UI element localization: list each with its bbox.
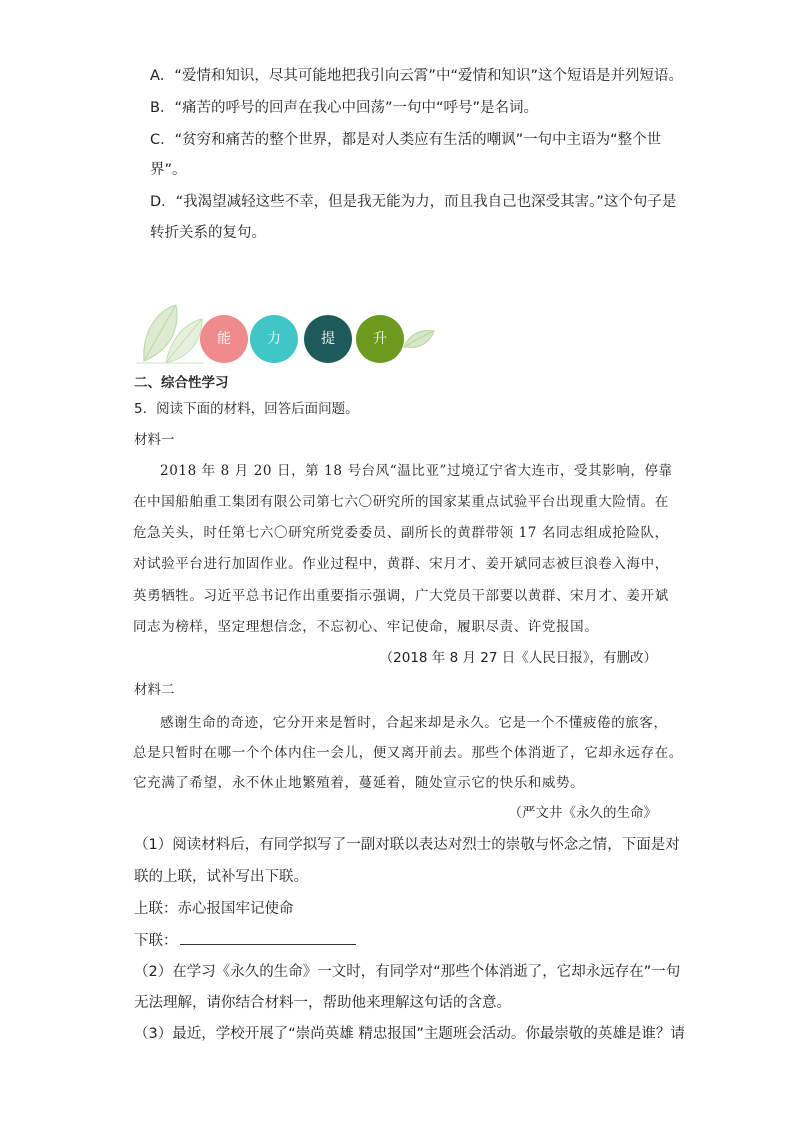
material1-line-1: 2018 年 8 月 20 日，第 18 号台风“温比亚”过境辽宁省大连市，受其影响，停靠 [160,463,673,479]
small-leaf-icon [402,327,436,351]
option-b: B．“痛苦的呼号的回声在我心中回荡”一句中“呼号”是名词。 [150,100,538,116]
banner-char-4-label: 升 [373,331,387,347]
leaf-decoration-icon [136,303,206,365]
section-heading: 二、综合性学习 [134,375,229,391]
banner-char-2 [250,315,298,363]
banner-char-4 [356,315,404,363]
couplet-upper: 上联：赤心报国牢记使命 [134,901,294,917]
material1-label: 材料一 [134,432,175,448]
option-d-line1: D．“我渴望减轻这些不幸，但是我无能为力，而且我自己也深受其害。”这个句子是 [150,194,677,210]
q2-line-2: 无法理解，请你结合材料一，帮助他来理解这句话的含意。 [134,995,511,1011]
ability-banner [132,303,442,365]
option-a: A．“爱情和知识，尽其可能地把我引向云霄”中“爱情和知识”这个短语是并列短语。 [150,68,683,84]
q1-line-1: （1）阅读材料后，有同学拟写了一副对联以表达对烈士的崇敬与怀念之情，下面是对 [134,837,680,853]
material1-line-6: 同志为榜样，坚定理想信念，不忘初心、牢记使命，履职尽责、许党报国。 [133,619,599,635]
banner-char-1-label: 能 [217,331,231,347]
banner-char-3-label: 提 [321,331,335,347]
material2-line-2: 总是只暂时在哪一个个体内住一会儿，便又离开前去。那些个体消逝了，它却永远存在。 [133,745,683,761]
couplet-lower-label: 下联： [134,933,178,949]
material1-line-2: 在中国船舶重工集团有限公司第七六〇研究所的国家某重点试验平台出现重大险情。在 [133,494,669,510]
option-d-line2: 转折关系的复句。 [150,225,266,241]
banner-char-3 [304,315,352,363]
q2-line-1: （2）在学习《永久的生命》一文时，有同学对“那些个体消逝了，它却永远存在”一句 [134,964,681,980]
q3-line-1: （3）最近，学校开展了“崇尚英雄 精忠报国”主题班会活动。你最崇敬的英雄是谁？请 [134,1026,685,1042]
material1-line-5: 英勇牺牲。习近平总书记作出重要指示强调，广大党员干部要以黄群、宋月才、姜开斌 [133,588,669,604]
material2-line-3: 它充满了希望，永不休止地繁殖着，蔓延着，随处宣示它的快乐和威势。 [133,775,585,791]
material2-line-1: 感谢生命的奇迹，它分开来是暂时，合起来却是永久。它是一个不懂疲倦的旅客， [160,715,668,731]
question-5: 5．阅读下面的材料，回答后面问题。 [134,401,359,417]
option-c-line2: 界”。 [150,162,187,178]
material1-source: （2018 年 8 月 27 日《人民日报》，有删改） [379,650,657,666]
couplet-answer-blank[interactable] [180,930,356,945]
banner-char-1 [200,315,248,363]
material1-line-3: 危急关头，时任第七六〇研究所党委委员、副所长的黄群带领 17 名同志组成抢险队， [133,525,669,541]
material2-source: （严文井《永久的生命》 [508,805,657,821]
option-c-line1: C．“贫穷和痛苦的整个世界，都是对人类应有生活的嘲讽”一句中主语为“整个世 [150,132,662,148]
material1-line-4: 对试验平台进行加固作业。作业过程中，黄群、宋月才、姜开斌同志被巨浪卷入海中， [133,556,669,572]
banner-char-2-label: 力 [267,331,281,347]
couplet-lower [134,930,356,951]
q1-line-2: 联的上联，试补写出下联。 [134,869,308,885]
material2-label: 材料二 [134,682,175,698]
